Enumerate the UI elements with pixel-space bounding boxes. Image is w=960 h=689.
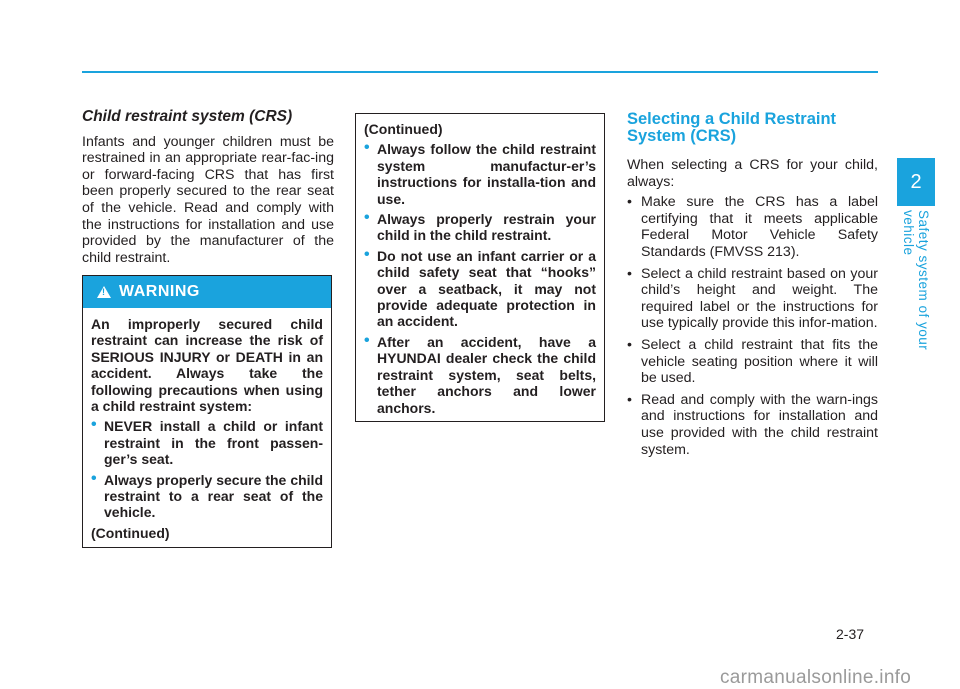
right-intro: When selecting a CRS for your child, always: <box>627 157 878 190</box>
continued-bullet: • Do not use an infant carrier or a child safety seat that “hooks” over a seatback, it may not provide adequate protection in an accident. <box>364 248 596 330</box>
continued-body <box>356 114 604 416</box>
watermark: carmanualsonline.info <box>720 667 912 688</box>
crs-bullet: • Select a child restraint based on your child’s height and weight. The required label or the instructions for use typically provide this infor-mation. <box>627 266 878 332</box>
warning-header <box>83 276 331 308</box>
crs-bullet: • Make sure the CRS has a label certifying that it meets applicable Federal Motor Vehicle Safety Standards (FMVSS 213). <box>627 194 878 260</box>
continued-label: (Continued) <box>364 121 443 137</box>
crs-bullet: • Read and comply with the warn-ings and instructions for installation and use provided with the child restraint system. <box>627 392 878 458</box>
continued-label: (Continued) <box>91 524 170 541</box>
header-rule <box>82 71 878 73</box>
continued-box <box>355 113 605 422</box>
warning-box <box>82 275 332 548</box>
crs-bullets <box>627 194 878 458</box>
chapter-tab: 2 <box>897 158 935 206</box>
crs-bullet: • Select a child restraint that fits the vehicle seating position where it will be used. <box>627 337 878 387</box>
warning-body <box>83 308 331 541</box>
left-column <box>82 109 334 266</box>
page-number: 2-37 <box>836 626 865 642</box>
right-column <box>627 111 878 463</box>
continued-bullets <box>364 141 596 416</box>
warning-bullets <box>91 418 323 520</box>
warning-intro: An improperly secured child restraint can increase the risk of SERIOUS INJURY or DEATH in an accident. Always take the following precautions when using a child restraint system: <box>91 316 323 415</box>
continued-bullet: • After an accident, have a HYUNDAI dealer check the child restraint system, seat belts, tether anchors and lower anchors. <box>364 334 596 416</box>
section-heading: Child restraint system (CRS) <box>82 108 293 125</box>
continued-bullet: • Always follow the child restraint system manufactur-er’s instructions for installa-tion and use. <box>364 141 596 207</box>
warning-bullet: • Always properly secure the child restraint to a rear seat of the vehicle. <box>91 472 323 521</box>
warning-title: WARNING <box>119 283 200 300</box>
section-heading: Selecting a Child Restraint System (CRS) <box>627 110 837 145</box>
chapter-title: Safety system of your vehicle <box>901 210 931 351</box>
intro-paragraph: Infants and younger children must be restrained in an appropriate rear-fac-ing or forward-facing CRS that has first been properly secured to the rear seat of the vehicle. Read and comply with the instructions for installation and use provided by the manufacturer of the child restraint. <box>82 133 334 266</box>
continued-bullet: • Always properly restrain your child in the child restraint. <box>364 211 596 244</box>
warning-triangle-icon <box>97 286 111 298</box>
warning-bullet: • NEVER install a child or infant restraint in the front passen-ger’s seat. <box>91 418 323 467</box>
